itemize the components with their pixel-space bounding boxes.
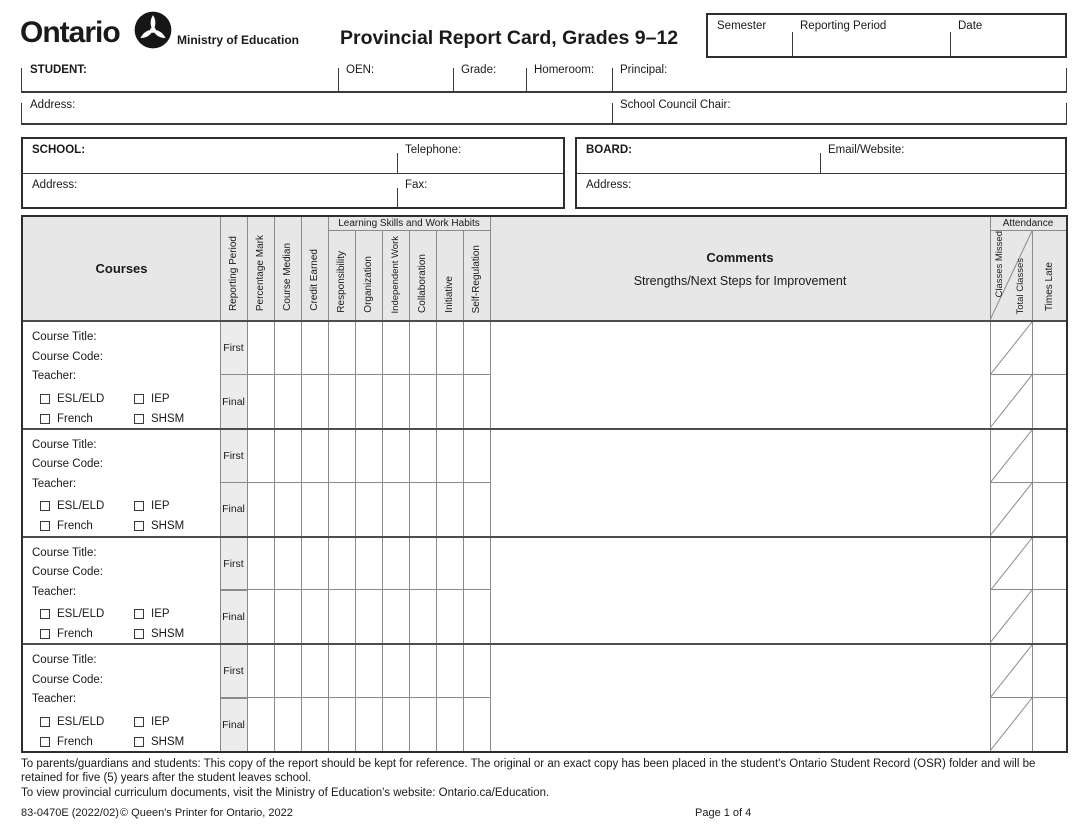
checkbox-shsm[interactable]	[134, 736, 214, 748]
grid-line	[274, 430, 275, 536]
course-title-label: Course Title:	[32, 546, 97, 559]
checkbox-shsm[interactable]	[134, 628, 214, 640]
classes-missed-total-cell	[990, 590, 1032, 643]
comments-cell	[490, 538, 990, 644]
attendance-column	[990, 430, 1032, 536]
period-label: Final	[222, 718, 245, 731]
divider	[577, 173, 1065, 174]
period-label: First	[223, 557, 244, 570]
checkbox-shsm[interactable]	[134, 413, 214, 425]
teacher-label: Teacher:	[32, 693, 77, 706]
grid-line	[382, 430, 383, 536]
divider	[950, 32, 951, 56]
course-flags	[40, 393, 214, 425]
checkbox-french[interactable]	[40, 736, 134, 748]
diagonal-line	[990, 430, 1032, 483]
curriculum-note: To view provincial curriculum documents, visit the Ministry of Education's website: Ontario.ca/Education.	[21, 787, 550, 799]
grid-line	[328, 322, 329, 428]
school-council-chair-label: School Council Chair:	[620, 99, 731, 111]
col-credit-earned: Credit Earned	[309, 249, 320, 311]
course-info-cell	[23, 430, 220, 536]
grid-line	[274, 538, 275, 644]
classes-missed-total-cell	[990, 375, 1032, 428]
checkbox-iep[interactable]	[134, 500, 214, 512]
board-box	[575, 137, 1067, 209]
course-row	[23, 322, 1066, 428]
table-body	[23, 322, 1066, 751]
page-number: Page 1 of 4	[695, 807, 752, 819]
fax-label: Fax:	[405, 179, 428, 191]
classes-missed-total-cell	[990, 430, 1032, 483]
diagonal-line	[990, 645, 1032, 698]
reporting-period-first-cell	[220, 322, 247, 375]
checkbox-icon[interactable]	[134, 501, 144, 511]
reporting-period-column	[220, 322, 247, 428]
checkbox-esl-eld[interactable]	[40, 608, 134, 620]
grid-line	[355, 645, 356, 751]
semester-label: Semester	[717, 20, 767, 32]
checkbox-icon[interactable]	[40, 717, 50, 727]
school-box	[21, 137, 565, 209]
checkbox-icon[interactable]	[134, 521, 144, 531]
grid-line	[220, 482, 490, 483]
course-title-label: Course Title:	[32, 438, 97, 451]
checkbox-icon[interactable]	[134, 629, 144, 639]
divider	[21, 103, 22, 123]
checkbox-icon[interactable]	[134, 737, 144, 747]
courses-column-header: Courses	[95, 261, 148, 276]
course-code-label: Course Code:	[32, 458, 103, 471]
board-address-label: Address:	[586, 179, 632, 191]
grid-line	[220, 645, 221, 751]
reporting-period-column	[220, 645, 247, 751]
course-title-label: Course Title:	[32, 654, 97, 667]
checkbox-icon[interactable]	[40, 414, 50, 424]
col-total-classes: Total Classes	[1015, 257, 1026, 314]
col-collaboration: Collaboration	[417, 254, 428, 313]
grid-line	[463, 430, 464, 536]
teacher-label: Teacher:	[32, 585, 77, 598]
grid-line	[436, 538, 437, 644]
course-info-cell	[23, 645, 220, 751]
checkbox-icon[interactable]	[40, 501, 50, 511]
learning-skills-group-header: Learning Skills and Work Habits	[328, 217, 490, 231]
period-label: First	[223, 665, 244, 678]
divider	[612, 103, 613, 123]
grid-line	[301, 645, 302, 751]
checkbox-french[interactable]	[40, 413, 134, 425]
divider	[1066, 68, 1067, 91]
diagonal-line	[990, 483, 1032, 536]
grid-line	[220, 589, 490, 590]
comments-title: Comments	[706, 249, 774, 265]
checkbox-icon[interactable]	[134, 414, 144, 424]
grade-label: Grade:	[461, 64, 497, 76]
comments-subtitle: Strengths/Next Steps for Improvement	[633, 273, 847, 288]
grid-line	[382, 538, 383, 644]
grid-line	[409, 430, 410, 536]
divider	[612, 68, 613, 91]
grid-line	[382, 322, 383, 428]
period-label: First	[223, 342, 244, 355]
checkbox-label: IEP	[151, 392, 170, 405]
checkbox-icon[interactable]	[134, 394, 144, 404]
grid-line	[409, 538, 410, 644]
grid-line	[1032, 538, 1033, 644]
grid-line	[220, 374, 490, 375]
checkbox-label: SHSM	[151, 520, 185, 533]
grid-line	[301, 322, 302, 428]
student-row	[21, 60, 1067, 93]
course-flags	[40, 500, 214, 532]
diagonal-line	[990, 698, 1032, 751]
divider	[23, 173, 563, 174]
reporting-period-first-cell	[220, 538, 247, 591]
comments-cell	[490, 430, 990, 536]
teacher-label: Teacher:	[32, 477, 77, 490]
grid-line	[328, 645, 329, 751]
period-label: Final	[222, 503, 245, 516]
divider	[21, 68, 22, 91]
classes-missed-total-cell	[990, 645, 1032, 698]
classes-missed-total-cell	[990, 322, 1032, 375]
grid-line	[301, 430, 302, 536]
school-address-label: Address:	[32, 179, 78, 191]
checkbox-shsm[interactable]	[134, 520, 214, 532]
period-label: First	[223, 449, 244, 462]
comments-cell	[490, 322, 990, 428]
checkbox-icon[interactable]	[40, 737, 50, 747]
divider	[453, 68, 454, 91]
diagonal-line	[990, 322, 1032, 375]
student-label: STUDENT:	[30, 64, 87, 76]
diagonal-line	[990, 590, 1032, 643]
grid-line	[463, 322, 464, 428]
course-code-label: Course Code:	[32, 566, 103, 578]
grid-line	[409, 322, 410, 428]
divider	[792, 32, 793, 56]
grid-line	[409, 645, 410, 751]
reporting-period-first-cell	[220, 645, 247, 698]
grid-line	[247, 645, 248, 751]
homeroom-label: Homeroom:	[534, 64, 595, 76]
col-independent-work: Independent Work	[390, 235, 401, 313]
col-reporting-period: Reporting Period	[228, 235, 239, 311]
grid-line	[274, 645, 275, 751]
course-info-cell	[23, 322, 220, 428]
col-responsibility: Responsibility	[336, 251, 347, 313]
checkbox-icon[interactable]	[40, 394, 50, 404]
grid-line	[328, 538, 329, 644]
grid-line	[1032, 322, 1033, 428]
principal-label: Principal:	[620, 64, 668, 76]
grid-line	[220, 697, 490, 698]
form-number: 83-0470E (2022/02)	[21, 807, 119, 819]
copyright: © Queen's Printer for Ontario, 2022	[120, 807, 293, 819]
checkbox-label: IEP	[151, 608, 170, 620]
course-row	[23, 536, 1066, 644]
reporting-period-column	[220, 430, 247, 536]
checkbox-label: French	[57, 735, 93, 748]
comments-cell	[490, 645, 990, 751]
checkbox-label: SHSM	[151, 628, 185, 640]
col-classes-missed: Classes Missed	[994, 231, 1005, 298]
attendance-column	[990, 645, 1032, 751]
grid-line	[247, 430, 248, 536]
checkbox-icon[interactable]	[40, 521, 50, 531]
telephone-label: Telephone:	[405, 144, 462, 156]
page-title: Provincial Report Card, Grades 9–12	[340, 27, 679, 49]
course-flags	[40, 716, 214, 748]
course-flags	[40, 608, 214, 640]
comments-column-header	[490, 217, 990, 320]
reporting-period-final-cell	[220, 375, 247, 427]
checkbox-label: SHSM	[151, 412, 185, 425]
checkbox-esl-eld[interactable]	[40, 500, 134, 512]
divider	[1066, 103, 1067, 123]
checkbox-icon[interactable]	[134, 609, 144, 619]
attendance-group-header: Attendance	[990, 217, 1066, 231]
school-label: SCHOOL:	[32, 144, 86, 156]
grid-line	[220, 430, 221, 536]
checkbox-esl-eld[interactable]	[40, 716, 134, 728]
attendance-column	[990, 322, 1032, 428]
courses-table	[21, 215, 1068, 753]
diagonal-line	[990, 375, 1032, 428]
address-label: Address:	[30, 99, 76, 111]
divider	[526, 68, 527, 91]
period-label: Final	[222, 395, 245, 408]
grid-line	[463, 538, 464, 644]
checkbox-esl-eld[interactable]	[40, 393, 134, 405]
grid-line	[247, 538, 248, 644]
teacher-label: Teacher:	[32, 370, 77, 382]
date-label: Date	[958, 20, 983, 32]
checkbox-label: ESL/ELD	[57, 608, 105, 620]
grid-line	[436, 645, 437, 751]
checkbox-label: ESL/ELD	[57, 715, 105, 728]
course-code-label: Course Code:	[32, 350, 103, 363]
col-organization: Organization	[363, 256, 374, 313]
table-header	[23, 217, 1066, 322]
board-label: BOARD:	[586, 144, 632, 156]
grid-line	[1032, 645, 1033, 751]
checkbox-iep[interactable]	[134, 608, 214, 620]
grid-line	[463, 645, 464, 751]
email-website-label: Email/Website:	[828, 144, 905, 156]
checkbox-french[interactable]	[40, 520, 134, 532]
reporting-period-column	[220, 538, 247, 644]
col-course-median: Course Median	[282, 243, 293, 311]
attendance-column	[990, 538, 1032, 644]
ontario-logo-wordmark: Ontario	[20, 16, 120, 49]
grid-line	[436, 430, 437, 536]
classes-missed-total-cell	[990, 483, 1032, 536]
trillium-icon	[134, 11, 172, 49]
classes-missed-total-cell	[990, 698, 1032, 751]
checkbox-iep[interactable]	[134, 716, 214, 728]
grid-line	[274, 322, 275, 428]
reporting-period-final-cell	[220, 483, 247, 535]
checkbox-icon[interactable]	[40, 629, 50, 639]
course-code-label: Course Code:	[32, 673, 103, 686]
col-percentage-mark: Percentage Mark	[255, 234, 266, 311]
course-row	[23, 643, 1066, 751]
grid-line	[301, 538, 302, 644]
checkbox-label: IEP	[151, 500, 170, 513]
checkbox-label: SHSM	[151, 735, 185, 748]
checkbox-label: ESL/ELD	[57, 500, 105, 513]
classes-missed-total-cell	[990, 538, 1032, 591]
course-title-label: Course Title:	[32, 331, 97, 343]
course-row	[23, 428, 1066, 536]
oen-label: OEN:	[346, 64, 375, 76]
grid-line	[328, 430, 329, 536]
grid-line	[220, 538, 221, 644]
semester-box	[706, 13, 1067, 58]
divider	[397, 188, 398, 207]
checkbox-label: ESL/ELD	[57, 392, 105, 405]
checkbox-icon[interactable]	[134, 717, 144, 727]
reporting-period-first-cell	[220, 430, 247, 483]
course-info-cell	[23, 538, 220, 644]
grid-line	[355, 322, 356, 428]
grid-line	[247, 322, 248, 428]
grid-line	[436, 322, 437, 428]
grid-line	[220, 322, 221, 428]
checkbox-label: French	[57, 628, 93, 640]
divider	[820, 153, 821, 173]
reporting-period-final-cell	[220, 591, 247, 643]
grid-line	[382, 645, 383, 751]
checkbox-icon[interactable]	[40, 609, 50, 619]
checkbox-french[interactable]	[40, 628, 134, 640]
period-label: Final	[222, 611, 245, 624]
reporting-period-final-cell	[220, 699, 247, 751]
checkbox-iep[interactable]	[134, 393, 214, 405]
divider	[338, 68, 339, 91]
reporting-period-label: Reporting Period	[800, 20, 887, 32]
checkbox-label: French	[57, 520, 93, 533]
grid-line	[1032, 430, 1033, 536]
diagonal-line	[990, 538, 1032, 591]
col-self-regulation: Self-Regulation	[471, 244, 482, 313]
divider	[397, 153, 398, 173]
checkbox-label: French	[57, 412, 93, 425]
grid-line	[355, 538, 356, 644]
col-times-late: Times Late	[1043, 261, 1055, 311]
checkbox-label: IEP	[151, 715, 170, 728]
student-address-row	[21, 95, 1067, 125]
ministry-label: Ministry of Education	[177, 33, 300, 47]
osr-note: To parents/guardians and students: This copy of the report should be kept for reference. The original or an exact copy has been placed in the student's Ontario Student Record (OSR) folder and will be retained for five (5) years after the student leaves school.	[21, 758, 1036, 784]
col-initiative: Initiative	[444, 276, 455, 313]
grid-line	[355, 430, 356, 536]
